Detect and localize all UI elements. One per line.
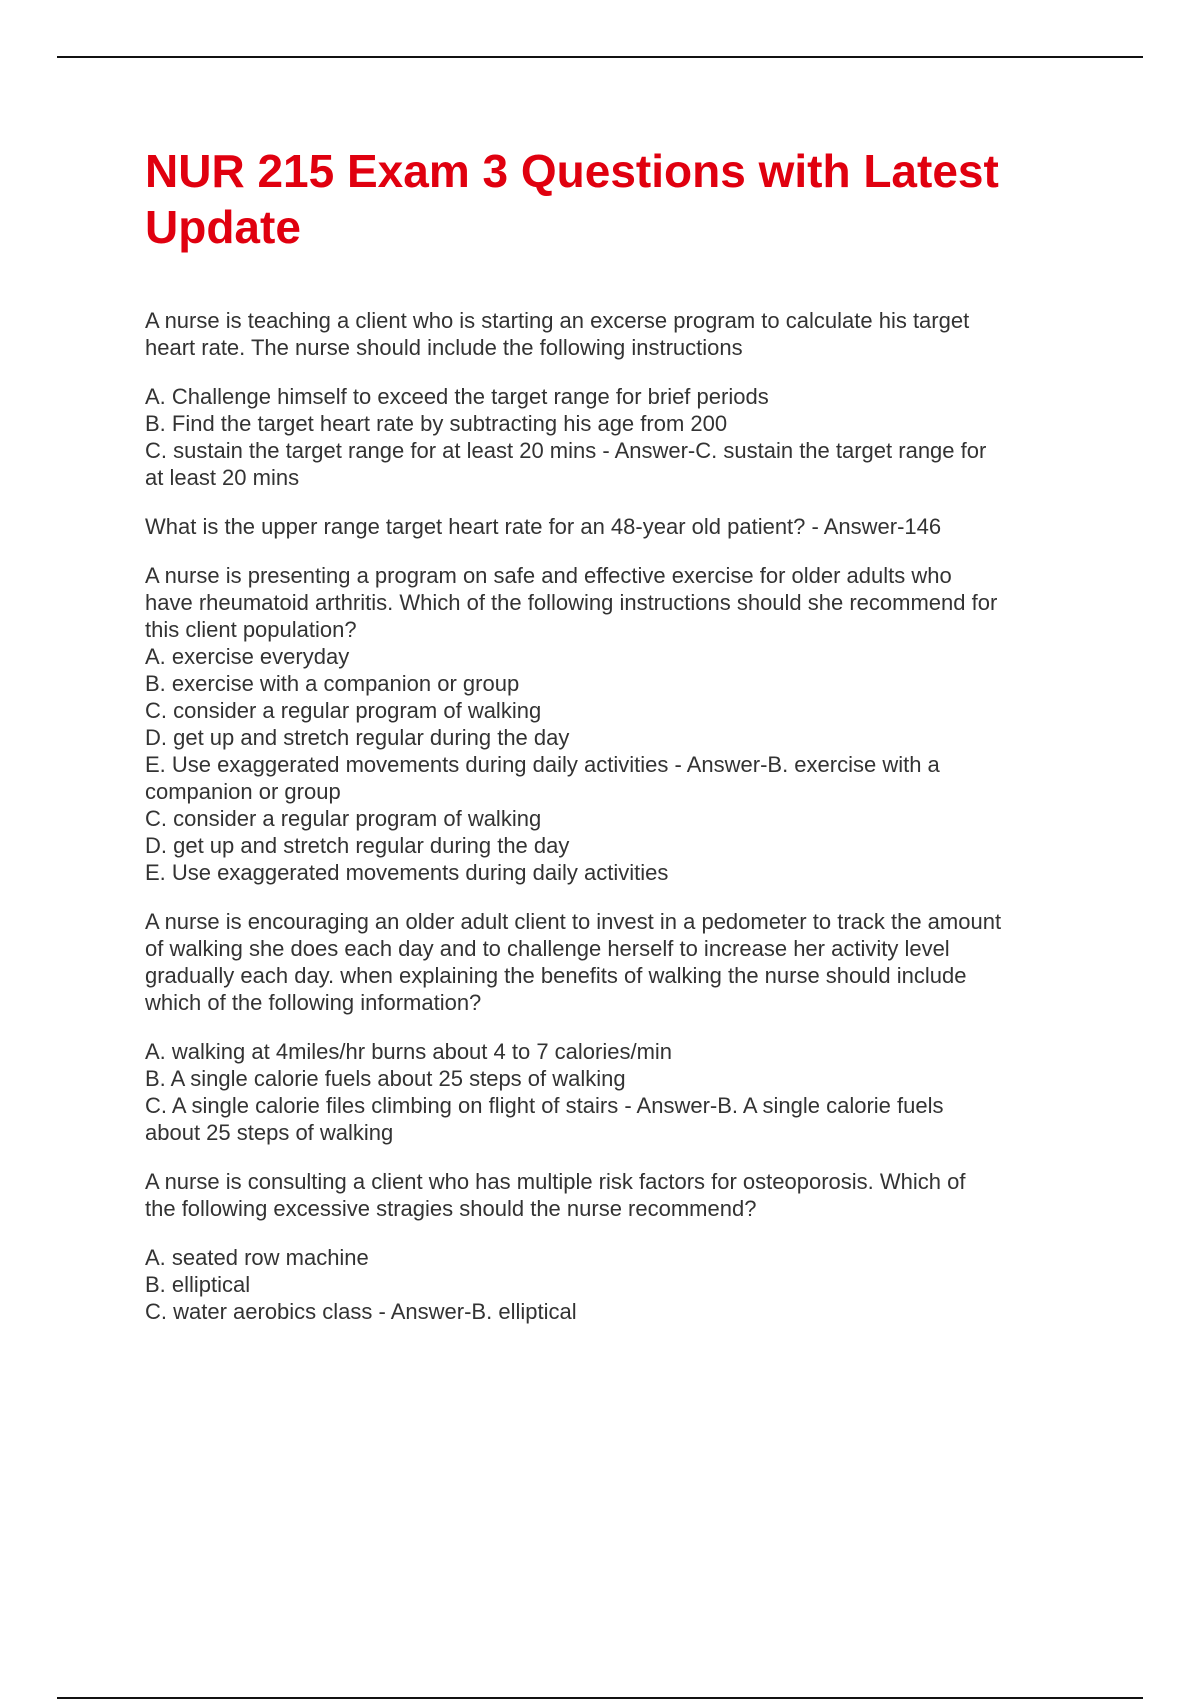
option-line: C. A single calorie files climbing on flight of stairs - Answer-B. A single calorie fuels <box>145 1093 944 1118</box>
paragraph-gap <box>145 1146 1090 1168</box>
header-rule <box>57 56 1143 58</box>
option-line: B. Find the target heart rate by subtracting his age from 200 <box>145 411 728 436</box>
text-line: heart rate. The nurse should include the following instructions <box>145 335 743 360</box>
document-page <box>145 143 1090 1325</box>
paragraph-gap <box>145 361 1090 383</box>
option-line: A. seated row machine <box>145 1245 369 1270</box>
text-line: of walking she does each day and to challenge herself to increase her activity level <box>145 936 950 961</box>
option-line: A. exercise everyday <box>145 644 350 669</box>
paragraph-gap <box>145 1222 1090 1244</box>
option-line: A. Challenge himself to exceed the target range for brief periods <box>145 384 769 409</box>
paragraph-gap <box>145 1016 1090 1038</box>
footer-rule <box>57 1697 1143 1699</box>
text-line: What is the upper range target heart rate for an 48-year old patient? - Answer-146 <box>145 514 942 539</box>
text-line: the following excessive stragies should the nurse recommend? <box>145 1196 757 1221</box>
question-pedometer <box>145 908 1090 1016</box>
text-line: A nurse is teaching a client who is starting an excerse program to calculate his target <box>145 308 970 333</box>
answer-line: D. get up and stretch regular during the day <box>145 833 570 858</box>
paragraph-gap <box>145 540 1090 562</box>
question-osteoporosis <box>145 1168 1090 1222</box>
question-osteoporosis-options <box>145 1244 1090 1325</box>
paragraph-gap <box>145 491 1090 513</box>
question-rheumatoid-arthritis <box>145 562 1090 886</box>
text-line: A nurse is presenting a program on safe and effective exercise for older adults who <box>145 563 952 588</box>
text-line: A nurse is consulting a client who has multiple risk factors for osteoporosis. Which of <box>145 1169 966 1194</box>
text-line: which of the following information? <box>145 990 482 1015</box>
question-teaching-options <box>145 383 1090 491</box>
question-pedometer-options <box>145 1038 1090 1146</box>
option-line: C. consider a regular program of walking <box>145 698 542 723</box>
option-line: E. Use exaggerated movements during daily activities - Answer-B. exercise with a <box>145 752 940 777</box>
question-teaching-intro <box>145 307 1090 361</box>
option-line: at least 20 mins <box>145 465 300 490</box>
text-line: have rheumatoid arthritis. Which of the following instructions should she recommend for <box>145 590 998 615</box>
document-title-line: Update <box>145 201 301 253</box>
text-line: gradually each day. when explaining the benefits of walking the nurse should include <box>145 963 967 988</box>
text-line: A nurse is encouraging an older adult client to invest in a pedometer to track the amount <box>145 909 1002 934</box>
answer-line: C. water aerobics class - Answer-B. elliptical <box>145 1299 577 1324</box>
answer-line: C. consider a regular program of walking <box>145 806 542 831</box>
document-title <box>145 143 1090 255</box>
question-target-heart-rate <box>145 513 1090 540</box>
option-line: A. walking at 4miles/hr burns about 4 to 7 calories/min <box>145 1039 673 1064</box>
answer-line: companion or group <box>145 779 341 804</box>
text-line: this client population? <box>145 617 357 642</box>
answer-line: E. Use exaggerated movements during daily activities <box>145 860 669 885</box>
answer-line: about 25 steps of walking <box>145 1120 394 1145</box>
option-line: B. exercise with a companion or group <box>145 671 520 696</box>
option-line: D. get up and stretch regular during the day <box>145 725 570 750</box>
paragraph-gap <box>145 886 1090 908</box>
option-line: B. elliptical <box>145 1272 251 1297</box>
option-line: C. sustain the target range for at least 20 mins - Answer-C. sustain the target range for <box>145 438 987 463</box>
document-title-line: NUR 215 Exam 3 Questions with Latest <box>145 145 999 197</box>
option-line: B. A single calorie fuels about 25 steps of walking <box>145 1066 626 1091</box>
